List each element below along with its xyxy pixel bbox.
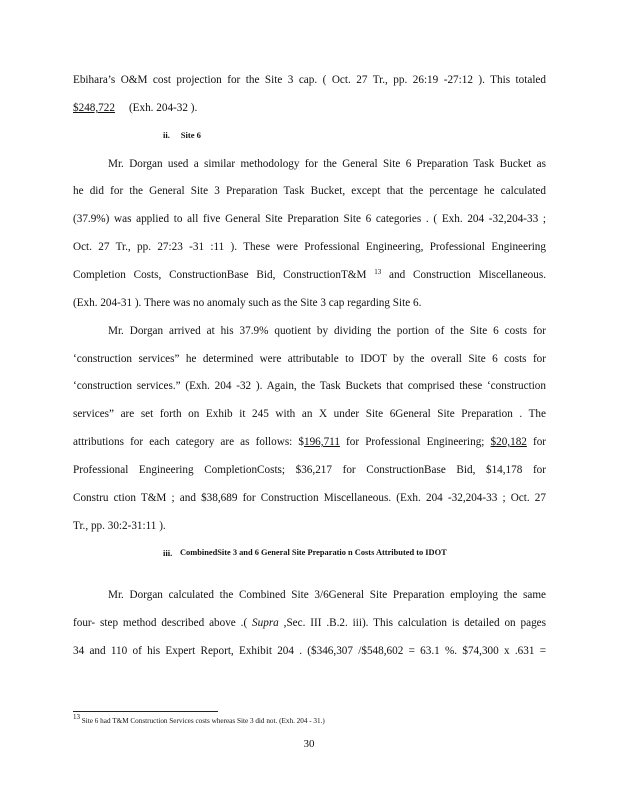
section-heading-combined-number: iii. (163, 548, 173, 558)
section-heading-site6 (163, 129, 201, 141)
text-line: services” are set forth on Exhib it 245 with an X under Site 6General Site Preparation . The (73, 408, 546, 420)
text-line (73, 268, 546, 282)
text-line: he did for the General Site 3 Preparation Task Bucket, except that the percentage he calculated (73, 185, 546, 197)
text-fragment: ,Sec. III .B.2. iii). This calculation is detailed on pages (283, 617, 546, 629)
text-fragment: for Professional Engineering; (346, 436, 485, 448)
text-line: Tr., pp. 30:2-31:11 ). (73, 520, 166, 532)
text-line (73, 101, 546, 115)
footnote-reference: 13 (374, 268, 382, 276)
text-line: ‘construction services” he determined were attributable to IDOT by the overall Site 6 costs for (73, 353, 546, 365)
text-line: 34 and 110 of his Expert Report, Exhibit 204 . ($346,307 /$548,602 = 63.1 %. $74,300 x .631 = (73, 645, 546, 657)
footnote (73, 713, 423, 726)
section-heading-combined-title: CombinedSite 3 and 6 General Site Preparatio n Costs Attributed to IDOT (180, 548, 447, 557)
text-line: Mr. Dorgan calculated the Combined Site 3/6General Site Preparation employing the same (108, 589, 546, 601)
text-fragment: four- step method described above .( (73, 617, 253, 629)
text-line: Mr. Dorgan arrived at his 37.9% quotient by dividing the portion of the Site 6 costs for (108, 325, 546, 337)
supra-citation: Supra (252, 617, 279, 629)
text-line: (Exh. 204-31 ). There was no anomaly such as the Site 3 cap regarding Site 6. (73, 297, 422, 309)
text-line: Mr. Dorgan used a similar methodology for the General Site 6 Preparation Task Bucket as (108, 158, 546, 170)
footnote-number: 13 (73, 713, 80, 721)
text-line: Professional Engineering CompletionCosts; $36,217 for ConstructionBase Bid, $14,178 for (73, 464, 546, 476)
footnote-text: Site 6 had T&M Construction Services costs whereas Site 3 did not. (Exh. 204 - 31.) (81, 717, 325, 725)
page-number: 30 (303, 738, 315, 750)
text-fragment: attributions for each category are as follows: $ (73, 436, 304, 448)
text-line (73, 435, 546, 449)
text-line: (37.9%) was applied to all five General Site Preparation Site 6 categories . ( Exh. 204 -32,204-33 ; (73, 213, 546, 225)
text-line (73, 616, 546, 630)
text-line: Oct. 27 Tr., pp. 27:23 -31 :11 ). These were Professional Engineering, Professional Engineering (73, 241, 546, 253)
text-fragment: and Construction Miscellaneous. (389, 269, 546, 281)
prof-eng-amount: 196,711 (303, 436, 340, 448)
heading-title: Site 6 (180, 130, 201, 140)
text-line: Constru ction T&M ; and $38,689 for Construction Miscellaneous. (Exh. 204 -32,204-33 ; Oct. 27 (73, 492, 546, 504)
text-line: ‘construction services.” (Exh. 204 -32 ). Again, the Task Buckets that comprised these ‘construction (73, 380, 546, 392)
footnote-divider (73, 711, 218, 712)
text-fragment: for (532, 436, 546, 448)
text-fragment: Completion Costs, ConstructionBase Bid, ConstructionT&M (73, 269, 367, 281)
heading-number: ii. (163, 130, 170, 140)
text-fragment: (Exh. 204-32 ). (128, 102, 198, 114)
text-line: Ebihara’s O&M cost projection for the Site 3 cap. ( Oct. 27 Tr., pp. 26:19 -27:12 ). This totaled (73, 74, 546, 86)
site3-total-amount: $248,722 (73, 102, 115, 114)
prof-eng-completion-amount: $20,182 (490, 436, 527, 448)
